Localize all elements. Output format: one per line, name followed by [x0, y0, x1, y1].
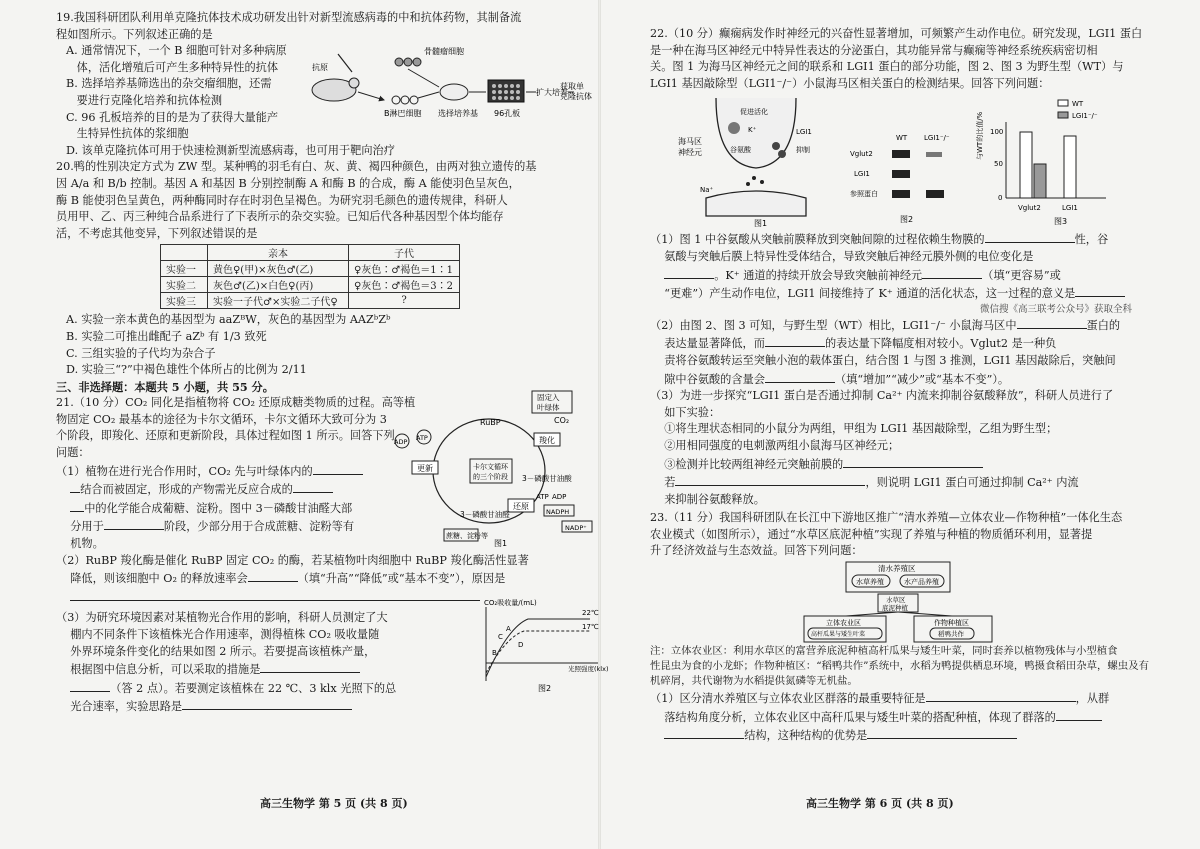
q22-part3: （3）为进一步探究“LGI1 蛋白是否通过抑制 Ca²⁺ 内流来抑制谷氨酸释放”，科研人员进行了 如下实验： ①将生理状态相同的小鼠分为两组，甲组为 LGI1 基因敲除型，乙组为野生型； ②用相同强度的电刺激两组小鼠海马区神经元； ③检测并比较两组神经元突触前膜的 若 ，则说明 LGI1 蛋白可通过抑制 Ca²⁺ 内流 来抑制谷氨酸释放。: [650, 389, 1114, 506]
svg-text:参照蛋白: 参照蛋白: [850, 190, 878, 199]
question-23: [650, 510, 1182, 745]
q22-figure2: [850, 132, 960, 228]
svg-text:叶绿体: 叶绿体: [537, 403, 560, 413]
svg-text:光照强度(klx): 光照强度(klx): [568, 665, 608, 674]
answer-blank[interactable]: [922, 266, 982, 279]
bar-lgi1-wt: [1064, 136, 1076, 198]
q23-figure: [800, 560, 1000, 644]
svg-text:ATP: ATP: [416, 434, 428, 443]
svg-text:NADP⁺: NADP⁺: [565, 524, 587, 533]
svg-text:图1: 图1: [494, 539, 508, 548]
svg-text:还原: 还原: [513, 502, 529, 512]
table-row: 实验一 黄色♀(甲)×灰色♂(乙) ♀灰色∶♂褐色＝1∶1: [161, 261, 460, 277]
answer-blank[interactable]: [765, 370, 835, 383]
svg-text:LGI1: LGI1: [1062, 204, 1078, 213]
question-19: [56, 10, 592, 159]
q20-option-c: C. 三组实验的子代均为杂合子: [66, 346, 216, 360]
q19-option-a: A. 通常情况下，一个 B 细胞可针对多种病原 体，活化增殖后可产生多种特异性的抗体: [66, 44, 287, 74]
answer-blank[interactable]: [985, 230, 1075, 243]
question-21: [56, 393, 608, 716]
q20-stem: 20.鸭的性别决定方式为 ZW 型。某种鸭的羽毛有白、灰、黄、褐四种颜色，由两对独立遗传的基 因 A/a 和 B/b 控制。基因 A 和基因 B 分别控制酶 A 和酶 B 的合成，酶 A 能使羽色呈灰色， 酶 B 能使羽色呈黄色，两种酶同时存在时羽色呈褐色。为研究羽毛颜色的遗传规律，科研人 员用甲、乙、丙三种纯合品系进行了下表所示的杂交实验。已知后代各种基因型个体均能存 活，不考虑其他变异，下列叙述错误的是: [56, 160, 537, 240]
svg-text:蔗糖、淀粉等: 蔗糖、淀粉等: [446, 532, 488, 541]
svg-text:Vglut2: Vglut2: [1018, 204, 1041, 213]
answer-blank[interactable]: [867, 726, 1017, 739]
section-heading: 三、非选择题：本题共 5 小题，共 55 分。: [56, 379, 274, 394]
page-footer-right: 高三生物学 第 6 页 (共 8 页): [806, 797, 954, 810]
answer-blank[interactable]: [70, 588, 480, 601]
q22-figure1: [676, 94, 846, 228]
q20-option-b: B. 实验二可推出雌配子 aZᵇ 有 1/3 致死: [66, 329, 267, 343]
svg-text:A: A: [506, 625, 511, 634]
answer-blank[interactable]: [664, 726, 744, 739]
svg-text:22℃: 22℃: [582, 609, 599, 618]
myeloma-cluster: [395, 58, 421, 66]
answer-blank[interactable]: [765, 334, 825, 347]
svg-text:更新: 更新: [417, 464, 433, 474]
question-22: [650, 26, 1182, 508]
watermark-text: 微信搜《高三联考公众号》获取全科: [980, 303, 1133, 315]
table-row: 实验二 灰色♂(乙)×白色♀(丙) ♀灰色∶♂褐色＝3∶2: [161, 277, 460, 293]
svg-text:克隆抗体: 克隆抗体: [560, 92, 592, 101]
q19-option-d: D. 该单克隆抗体可用于快速检测新型流感病毒，也可用于靶向治疗: [66, 143, 395, 157]
svg-text:海马区: 海马区: [678, 137, 702, 147]
svg-text:17℃: 17℃: [582, 623, 599, 632]
svg-text:0: 0: [998, 194, 1003, 203]
svg-text:100: 100: [990, 128, 1004, 137]
svg-text:清水养殖区: 清水养殖区: [878, 564, 916, 574]
question-20: [56, 159, 586, 378]
q20-option-a: A. 实验一亲本黄色的基因型为 aaZᴮW，灰色的基因型为 AAZᵇZᵇ: [66, 313, 391, 327]
svg-text:LGI1: LGI1: [796, 128, 812, 137]
answer-blank[interactable]: [182, 697, 352, 710]
svg-text:ADP: ADP: [552, 493, 567, 502]
svg-text:促进活化: 促进活化: [740, 108, 768, 117]
bar-vglut2-ko: [1034, 164, 1046, 198]
svg-text:WT: WT: [896, 134, 908, 143]
q21-part2: （2）RuBP 羧化酶是催化 RuBP 固定 CO₂ 的酶，若某植物叶肉细胞中 RuBP 羧化酶活性显著 降低，则该细胞中 O₂ 的释放速率会 （填“升高”“降低”或“基本不变”），原因是: [56, 553, 586, 607]
q19-figure: [304, 42, 594, 132]
svg-text:3－磷酸甘油酸: 3－磷酸甘油酸: [522, 474, 572, 484]
svg-text:扩大培养: 扩大培养: [536, 88, 568, 97]
q19-stem: 19.我国科研团队利用单克隆抗体技术成功研发出针对新型流感病毒的中和抗体药物，其制备流 程如图所示。下列叙述正确的是: [56, 11, 522, 41]
svg-text:神经元: 神经元: [678, 148, 702, 158]
answer-blank[interactable]: [664, 266, 714, 279]
svg-text:图2: 图2: [900, 215, 914, 225]
bar-vglut2-wt: [1020, 132, 1032, 198]
q22-figure3: [976, 94, 1126, 228]
answer-blank[interactable]: [70, 679, 110, 692]
bcell-cluster: [392, 96, 418, 104]
answer-blank[interactable]: [248, 569, 298, 582]
svg-text:LGI1⁻/⁻: LGI1⁻/⁻: [924, 134, 950, 143]
q21-stem: 21.（10 分）CO₂ 同化是指植物将 CO₂ 还原成糖类物质的过程。高等植 物固定 CO₂ 最基本的途径为卡尔文循环，卡尔文循环大致可分为 3 个阶段，即羧化、还原和更新阶段，具体过程如图 1 所示。回答下列 问题：: [56, 396, 416, 460]
plate-96-icon: [488, 80, 524, 102]
answer-blank[interactable]: [675, 473, 865, 486]
q20-option-d: D. 实验三“?”中褐色雄性个体所占的比例为 2/11: [66, 363, 307, 377]
svg-text:与WT的比值/%: 与WT的比值/%: [976, 112, 984, 161]
svg-text:谷氨酸: 谷氨酸: [730, 146, 751, 155]
answer-blank[interactable]: [1056, 708, 1102, 721]
svg-text:96孔板: 96孔板: [494, 109, 521, 118]
svg-text:LGI1: LGI1: [854, 170, 870, 179]
svg-text:水草区: 水草区: [886, 596, 906, 605]
svg-text:水草养殖: 水草养殖: [856, 578, 884, 587]
right-page: [600, 0, 1200, 849]
q22-figures: [650, 92, 1182, 230]
svg-text:LGI1⁻/⁻: LGI1⁻/⁻: [1072, 112, 1098, 121]
svg-text:B淋巴细胞: B淋巴细胞: [384, 109, 422, 118]
svg-text:固定入: 固定入: [537, 393, 560, 403]
svg-text:WT: WT: [1072, 100, 1084, 109]
svg-text:获取单: 获取单: [560, 82, 584, 91]
svg-text:D: D: [518, 641, 524, 650]
answer-blank[interactable]: [104, 517, 164, 530]
svg-text:C: C: [498, 633, 503, 642]
svg-text:50: 50: [994, 160, 1003, 169]
svg-text:稻鸭共作: 稻鸭共作: [938, 630, 964, 639]
svg-text:B: B: [492, 649, 497, 658]
svg-text:抑制: 抑制: [796, 146, 810, 155]
svg-text:立体农业区: 立体农业区: [826, 619, 861, 628]
svg-text:CO₂吸收量/(mL): CO₂吸收量/(mL): [484, 599, 537, 608]
answer-blank[interactable]: [1075, 284, 1125, 297]
svg-text:NADPH: NADPH: [546, 508, 570, 517]
svg-text:的三个阶段: 的三个阶段: [473, 473, 508, 482]
svg-text:水产品养殖: 水产品养殖: [904, 578, 939, 587]
svg-text:高杆瓜果与矮生叶菜: 高杆瓜果与矮生叶菜: [811, 631, 866, 639]
answer-blank[interactable]: [926, 689, 1076, 702]
page-footer-left: 高三生物学 第 5 页 (共 8 页): [260, 797, 408, 810]
svg-text:Vglut2: Vglut2: [850, 150, 873, 159]
q21-part3: （3）为研究环境因素对某植物光合作用的影响，科研人员测定了大 棚内不同条件下该植株光合作用速率，测得植株 CO₂ 吸收量随 外界环境条件变化的结果如图 2 所示。若要提高该植株产量， 根据图中信息分析，可以采取的措施是 （答 2 点）。若要测定该植株在 22 ℃、3 klx 光照下的总 光合速率，实验思路是: [56, 611, 397, 714]
answer-blank[interactable]: [293, 480, 333, 493]
svg-text:羧化: 羧化: [539, 436, 555, 446]
svg-text:RuBP: RuBP: [480, 418, 501, 428]
q23-stem: 23.（11 分）我国科研团队在长江中下游地区推广“清水养殖—立体农业—作物种植”一体化生态 农业模式（如图所示），通过“水草区底泥种植”实现了养殖与种植的物质循环利用，显著提 升了经济效益与生态效益。回答下列问题：: [650, 511, 1123, 558]
answer-blank[interactable]: [313, 462, 363, 475]
svg-text:选择培养基: 选择培养基: [438, 109, 478, 118]
answer-blank[interactable]: [70, 499, 84, 512]
q22-part2: （2）由图 2、图 3 可知，与野生型（WT）相比，LGI1⁻/⁻ 小鼠海马区中 蛋白的 表达量显著降低，而 的表达量下降幅度相对较小。Vglut2 是一种负 责将谷氨酸转运至突触小泡的载体蛋白，结合图 1 与图 3 推测，LGI1 基因敲除后，突触间 隙中谷氨酸的含量会 （填“增加”“减少”或“基本不变”）。: [650, 316, 1182, 388]
q20-cross-table: 亲本 子代 实验一 黄色♀(甲)×灰色♂(乙) ♀灰色∶♂褐色＝1∶1 实验二 灰色♂(乙)×白色♀(丙) ♀灰色∶♂褐色＝3∶2 实验三 实验一子代♂×实验二子代♀ ?: [160, 244, 460, 309]
q22-stem: 22.（10 分）癫痫病发作时神经元的兴奋性显著增加，可频繁产生动作电位。研究发现，LGI1 蛋白 是一种在海马区神经元中特异性表达的分泌蛋白，其功能异常与癫痫等神经系统疾病密切相 关。图 1 为海马区神经元之间的联系和 LGI1 蛋白的部分功能，图 2、图 3 为野生型（WT）与 LGI1 基因敲除型（LGI1⁻/⁻）小鼠海马区相关蛋白的检测结果。回答下列问题：: [650, 27, 1143, 90]
answer-blank[interactable]: [70, 480, 80, 493]
svg-text:K⁺: K⁺: [748, 126, 757, 135]
svg-text:Na⁺: Na⁺: [700, 186, 714, 195]
svg-text:底泥种植: 底泥种植: [882, 604, 908, 613]
q22-part1: （1）图 1 中谷氨酸从突触前膜释放到突触间隙的过程依赖生物膜的 性，谷 氨酸与突触后膜上特异性受体结合，导致突触后神经元膜外侧的电位变化是 。K⁺ 通道的持续开放会导致突触前神经元 （填“更容易”或 “更难”）产生动作电位，LGI1 间接维持了 K⁺ 通道的活化状态，这一过程的意义是: [650, 230, 1182, 302]
q19-option-c: C. 96 孔板培养的目的是为了获得大量能产 生特异性抗体的浆细胞: [66, 110, 279, 141]
q23-part1: （1）区分清水养殖区与立体农业区群落的最重要特征是 ，从群 落结构角度分析，立体农业区中高秆瓜果与矮生叶菜的搭配种植，体现了群落的 结构，这种结构的优势是: [650, 689, 1182, 745]
table-row: 实验三 实验一子代♂×实验二子代♀ ?: [161, 293, 460, 309]
answer-blank[interactable]: [1017, 316, 1087, 329]
svg-text:CO₂: CO₂: [554, 416, 570, 426]
fig19-antigen-label: 抗原: [312, 63, 328, 72]
q23-note: 注：立体农业区：利用水草区的富营养底泥种植高杆瓜果与矮生叶菜，同时套养以植物残体与小型植食 性昆虫为食的小龙虾；作物种植区：“稻鸭共作”系统中，水稻为鸭提供栖息环境，鸭摄食稻田杂草，螺虫及有 机碎屑，共代谢物为水稻提供氮磷等无机盐。: [650, 645, 1149, 688]
svg-text:ATP: ATP: [536, 493, 549, 502]
q21-part1: （1）植物在进行光合作用时，CO₂ 先与叶绿体内的 结合而被固定，形成的产物需光反应合成的 中的化学能合成葡糖、淀粉。图中 3－磷酸甘油醛大部 分用于 阶段，少部分用于合成蔗糖、淀粉等有 机物。: [56, 462, 586, 553]
svg-text:卡尔文循环: 卡尔文循环: [473, 463, 508, 472]
q21-figure1: [394, 389, 594, 547]
answer-blank[interactable]: [260, 660, 360, 673]
culture-dish: [440, 84, 468, 100]
svg-text:ADP: ADP: [394, 438, 408, 447]
svg-text:骨髓瘤细胞: 骨髓瘤细胞: [424, 47, 464, 56]
q21-figure2: [468, 597, 608, 697]
svg-text:3－磷酸甘油醛: 3－磷酸甘油醛: [460, 510, 510, 520]
svg-text:作物种植区: 作物种植区: [934, 619, 969, 628]
svg-text:图1: 图1: [754, 219, 768, 229]
answer-blank[interactable]: [843, 455, 983, 468]
q19-option-b: B. 选择培养基筛选出的杂交瘤细胞，还需 要进行克隆化培养和抗体检测: [66, 77, 272, 107]
svg-text:图2: 图2: [538, 684, 552, 694]
svg-text:图3: 图3: [1054, 217, 1068, 227]
